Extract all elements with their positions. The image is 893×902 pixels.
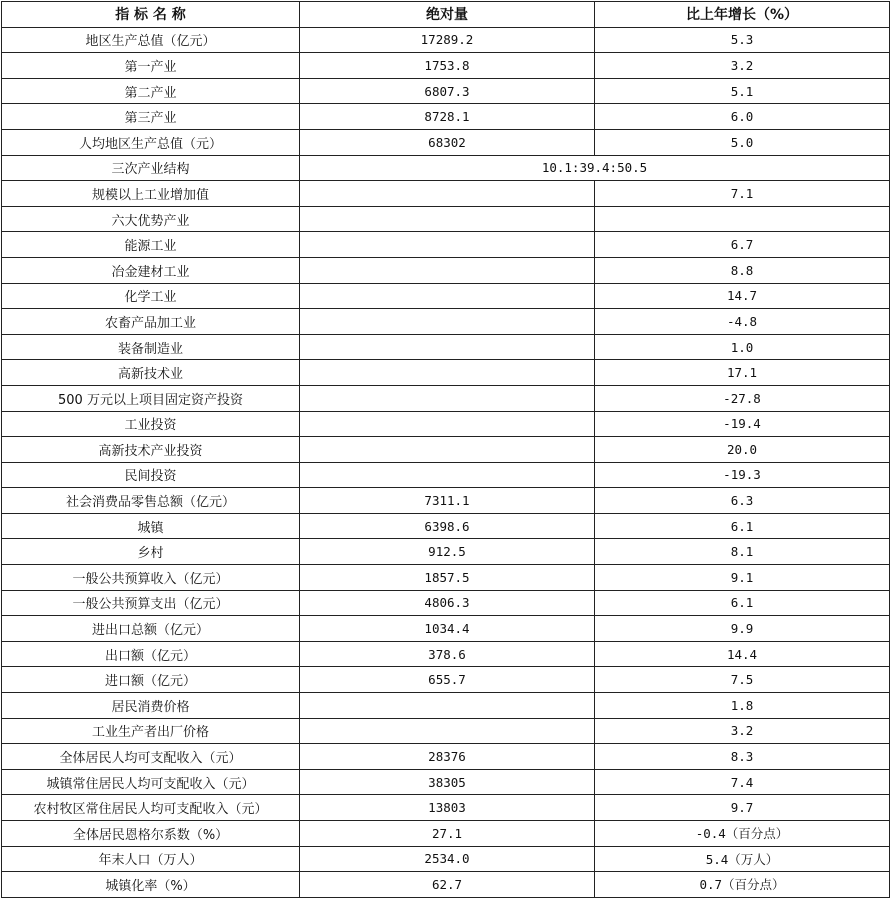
absolute-value-cell: 17289.2 [300, 27, 595, 53]
table-row [2, 206, 890, 232]
table-row [2, 795, 890, 821]
table-row [2, 513, 890, 539]
absolute-value-cell [300, 411, 595, 437]
table-row [2, 872, 890, 898]
absolute-value-cell: 6807.3 [300, 78, 595, 104]
table-row [2, 846, 890, 872]
growth-rate-cell: 7.1 [595, 181, 890, 207]
absolute-value-cell: 378.6 [300, 641, 595, 667]
growth-rate-cell: 17.1 [595, 360, 890, 386]
indicator-name-cell: 能源工业 [2, 232, 300, 258]
indicator-name-cell: 高新技术业 [2, 360, 300, 386]
indicator-name-cell: 装备制造业 [2, 334, 300, 360]
indicator-name-cell: 化学工业 [2, 283, 300, 309]
indicator-name-cell: 工业投资 [2, 411, 300, 437]
growth-rate-cell: 14.7 [595, 283, 890, 309]
indicator-name-cell: 六大优势产业 [2, 206, 300, 232]
indicator-name-cell: 500 万元以上项目固定资产投资 [2, 385, 300, 411]
growth-rate-cell: 6.3 [595, 488, 890, 514]
indicator-name-cell: 全体居民人均可支配收入（元） [2, 744, 300, 770]
growth-rate-cell: -19.4 [595, 411, 890, 437]
growth-rate-cell: -0.4（百分点） [595, 821, 890, 847]
table-row [2, 104, 890, 130]
table-row [2, 232, 890, 258]
absolute-value-cell [300, 360, 595, 386]
absolute-value-cell [300, 385, 595, 411]
table-row [2, 334, 890, 360]
absolute-value-cell: 1034.4 [300, 616, 595, 642]
growth-rate-cell: 20.0 [595, 437, 890, 463]
absolute-value-cell [300, 693, 595, 719]
table-row [2, 488, 890, 514]
table-row [2, 27, 890, 53]
growth-rate-cell [595, 206, 890, 232]
growth-rate-cell: 14.4 [595, 641, 890, 667]
indicator-name-cell: 高新技术产业投资 [2, 437, 300, 463]
absolute-value-cell: 27.1 [300, 821, 595, 847]
absolute-value-cell: 62.7 [300, 872, 595, 898]
table-row [2, 155, 890, 181]
table-row [2, 821, 890, 847]
absolute-value-cell: 8728.1 [300, 104, 595, 130]
indicator-name-cell: 一般公共预算收入（亿元） [2, 565, 300, 591]
indicator-name-cell: 第一产业 [2, 53, 300, 79]
growth-rate-cell: 3.2 [595, 718, 890, 744]
absolute-value-cell [300, 437, 595, 463]
table-row [2, 360, 890, 386]
absolute-value-cell: 13803 [300, 795, 595, 821]
absolute-value-cell [300, 206, 595, 232]
table-row [2, 667, 890, 693]
growth-rate-cell: 7.4 [595, 769, 890, 795]
table-row [2, 641, 890, 667]
table-row [2, 257, 890, 283]
table-row [2, 78, 890, 104]
table-row [2, 616, 890, 642]
growth-rate-cell: 6.1 [595, 590, 890, 616]
table-row [2, 744, 890, 770]
absolute-value-cell: 7311.1 [300, 488, 595, 514]
growth-rate-cell: 1.0 [595, 334, 890, 360]
table-row [2, 53, 890, 79]
growth-rate-cell: 5.1 [595, 78, 890, 104]
growth-rate-cell: 5.4（万人） [595, 846, 890, 872]
indicator-name-cell: 第二产业 [2, 78, 300, 104]
merged-value-cell: 10.1:39.4:50.5 [300, 155, 890, 181]
table-row [2, 693, 890, 719]
table-row [2, 769, 890, 795]
table-row [2, 437, 890, 463]
table-row [2, 309, 890, 335]
indicator-name-cell: 乡村 [2, 539, 300, 565]
table-row [2, 283, 890, 309]
indicator-name-cell: 地区生产总值（亿元） [2, 27, 300, 53]
indicator-name-cell: 社会消费品零售总额（亿元） [2, 488, 300, 514]
table-header [2, 2, 890, 28]
indicator-name-cell: 冶金建材工业 [2, 257, 300, 283]
indicator-name-cell: 第三产业 [2, 104, 300, 130]
growth-rate-cell: 8.1 [595, 539, 890, 565]
indicator-name-cell: 城镇化率（%） [2, 872, 300, 898]
header-indicator-name: 指 标 名 称 [2, 2, 300, 28]
indicator-name-cell: 工业生产者出厂价格 [2, 718, 300, 744]
header-row [2, 2, 890, 28]
absolute-value-cell: 38305 [300, 769, 595, 795]
growth-rate-cell: -27.8 [595, 385, 890, 411]
absolute-value-cell: 68302 [300, 129, 595, 155]
table-row [2, 385, 890, 411]
table-body [2, 27, 890, 897]
header-growth-rate: 比上年增长（%） [595, 2, 890, 28]
growth-rate-cell: 9.7 [595, 795, 890, 821]
indicator-name-cell: 一般公共预算支出（亿元） [2, 590, 300, 616]
table-row [2, 539, 890, 565]
absolute-value-cell [300, 718, 595, 744]
growth-rate-cell: 8.3 [595, 744, 890, 770]
growth-rate-cell: 9.1 [595, 565, 890, 591]
header-absolute-value: 绝对量 [300, 2, 595, 28]
indicator-name-cell: 出口额（亿元） [2, 641, 300, 667]
absolute-value-cell [300, 462, 595, 488]
growth-rate-cell: 5.0 [595, 129, 890, 155]
table-row [2, 590, 890, 616]
table-row [2, 462, 890, 488]
growth-rate-cell: 8.8 [595, 257, 890, 283]
absolute-value-cell: 4806.3 [300, 590, 595, 616]
indicator-name-cell: 三次产业结构 [2, 155, 300, 181]
table-row [2, 129, 890, 155]
growth-rate-cell: 6.7 [595, 232, 890, 258]
table-row [2, 411, 890, 437]
table-row [2, 565, 890, 591]
table-row [2, 181, 890, 207]
growth-rate-cell: 0.7（百分点） [595, 872, 890, 898]
absolute-value-cell: 6398.6 [300, 513, 595, 539]
absolute-value-cell [300, 181, 595, 207]
table-row [2, 718, 890, 744]
growth-rate-cell: 5.3 [595, 27, 890, 53]
absolute-value-cell [300, 334, 595, 360]
growth-rate-cell: 1.8 [595, 693, 890, 719]
indicator-name-cell: 居民消费价格 [2, 693, 300, 719]
growth-rate-cell: -19.3 [595, 462, 890, 488]
indicator-name-cell: 城镇常住居民人均可支配收入（元） [2, 769, 300, 795]
growth-rate-cell: 6.0 [595, 104, 890, 130]
indicator-name-cell: 进出口总额（亿元） [2, 616, 300, 642]
absolute-value-cell: 28376 [300, 744, 595, 770]
absolute-value-cell [300, 232, 595, 258]
growth-rate-cell: -4.8 [595, 309, 890, 335]
indicator-name-cell: 农畜产品加工业 [2, 309, 300, 335]
absolute-value-cell: 912.5 [300, 539, 595, 565]
growth-rate-cell: 7.5 [595, 667, 890, 693]
absolute-value-cell: 2534.0 [300, 846, 595, 872]
growth-rate-cell: 9.9 [595, 616, 890, 642]
absolute-value-cell: 655.7 [300, 667, 595, 693]
absolute-value-cell [300, 283, 595, 309]
indicator-name-cell: 年末人口（万人） [2, 846, 300, 872]
indicator-name-cell: 人均地区生产总值（元） [2, 129, 300, 155]
absolute-value-cell: 1753.8 [300, 53, 595, 79]
indicator-name-cell: 规模以上工业增加值 [2, 181, 300, 207]
growth-rate-cell: 6.1 [595, 513, 890, 539]
absolute-value-cell [300, 257, 595, 283]
absolute-value-cell: 1857.5 [300, 565, 595, 591]
growth-rate-cell: 3.2 [595, 53, 890, 79]
indicator-name-cell: 全体居民恩格尔系数（%） [2, 821, 300, 847]
indicator-name-cell: 农村牧区常住居民人均可支配收入（元） [2, 795, 300, 821]
statistics-table [1, 1, 890, 898]
indicator-name-cell: 民间投资 [2, 462, 300, 488]
indicator-name-cell: 城镇 [2, 513, 300, 539]
absolute-value-cell [300, 309, 595, 335]
indicator-name-cell: 进口额（亿元） [2, 667, 300, 693]
